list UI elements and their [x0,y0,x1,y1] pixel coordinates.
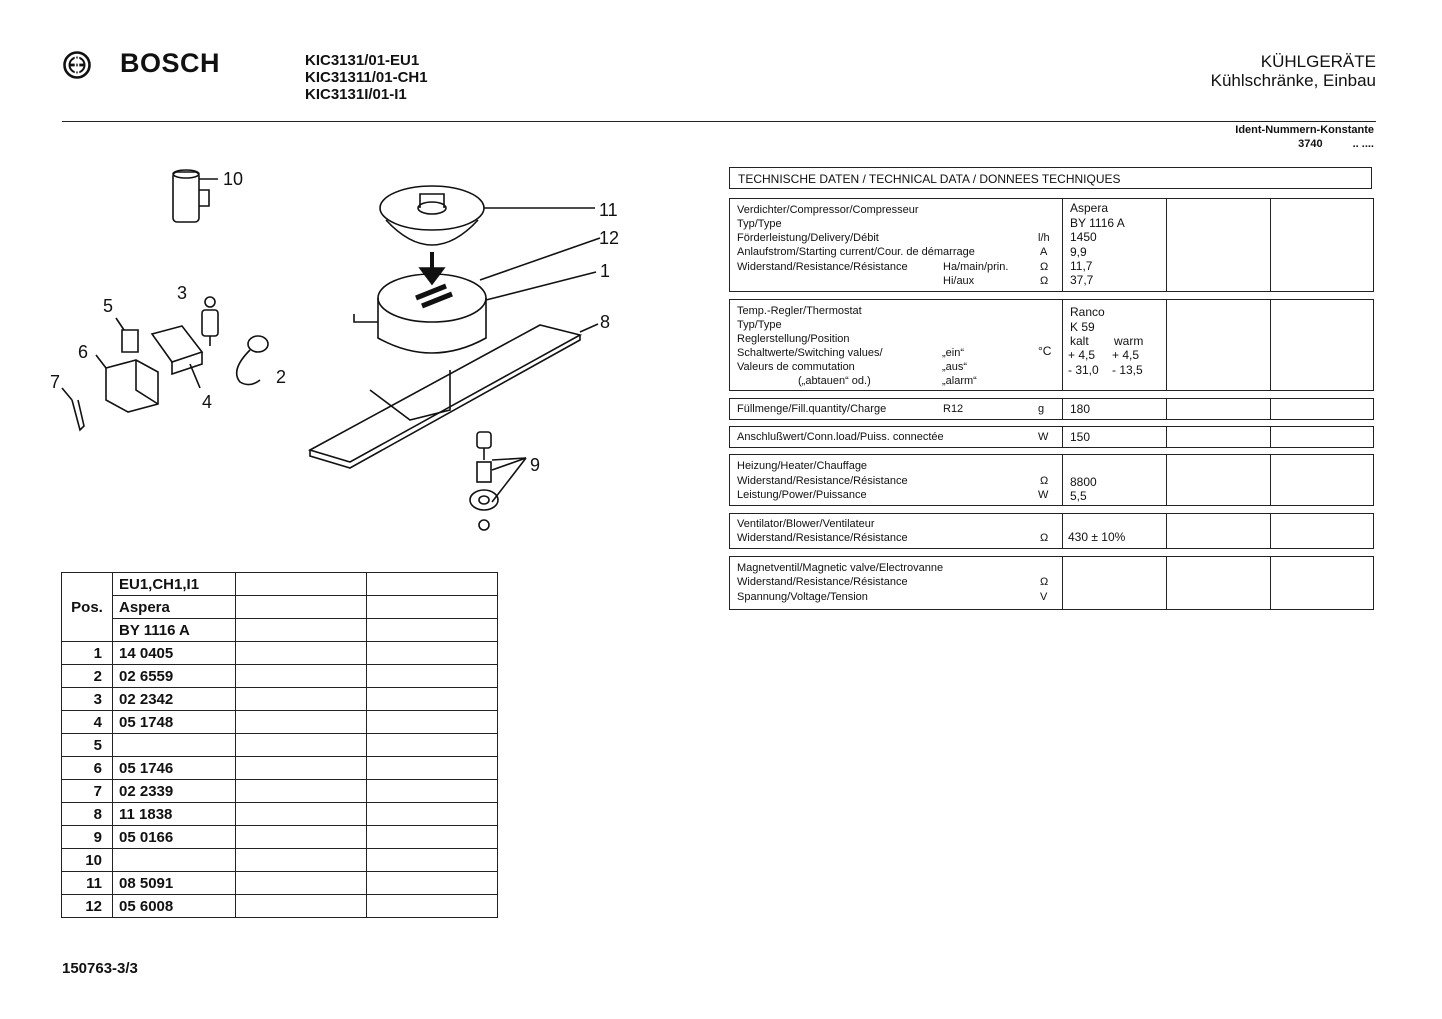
empty-cell [236,849,367,872]
empty-cell [367,803,498,826]
ident-value-line [1235,137,1374,151]
empty-cell [367,573,498,596]
label-line: Widerstand/Resistance/Résistance [737,532,908,544]
unit: Ω [1040,275,1049,287]
type-header: BY 1116 A [113,619,236,642]
empty-column [1166,427,1271,447]
table-row [62,895,498,918]
parts-header-row [62,573,498,596]
row-pos: 1 [62,642,113,665]
empty-cell [236,596,367,619]
grommet-part-icon [470,432,526,530]
row-pos: 8 [62,803,113,826]
callout-1: 1 [600,261,611,281]
start-relay-part-icon [152,326,202,388]
callout-6: 6 [78,342,89,362]
label-line: Schaltwerte/Switching values/ [737,347,883,359]
category-heading [1211,52,1376,90]
value: BY 1116 A [1070,216,1125,230]
row-pos: 10 [62,849,113,872]
empty-column [1166,399,1271,419]
state-label: „aus“ [942,361,968,373]
parts-header-row [62,619,498,642]
table-row [62,849,498,872]
base-rail-part-icon [310,324,598,468]
relay-cover-part-icon [96,355,158,412]
callout-5: 5 [103,296,114,316]
callout-8: 8 [600,312,611,332]
sub-label: Hi/aux [943,275,975,287]
refrigerant: R12 [943,403,964,415]
value: Ranco [1070,305,1105,319]
document-code: 150763-3/3 [62,960,138,977]
label-line: Spannung/Voltage/Tension [737,591,868,603]
label-line: Typ/Type [737,319,782,331]
empty-cell [367,711,498,734]
unit: Ω [1040,576,1049,588]
empty-cell [367,872,498,895]
empty-cell [236,895,367,918]
callout-9: 9 [530,455,541,475]
drip-tray-part-icon [380,186,595,245]
diagram-callouts [50,169,619,475]
empty-cell [236,803,367,826]
charge-label-cell [730,399,1063,419]
row-part-number: 05 1748 [113,711,236,734]
label-line: Magnetventil/Magnetic valve/Electrovanne [737,562,944,574]
value: + 4,5 [1112,348,1140,362]
ident-suffix: .. .... [1352,138,1374,150]
unit: A [1040,246,1048,258]
connload-block [729,426,1374,448]
table-row [62,711,498,734]
table-row [62,688,498,711]
value: 11,7 [1070,259,1093,273]
label-line: Verdichter/Compressor/Compresseur [737,204,919,216]
empty-cell [236,711,367,734]
value: 180 [1070,402,1091,416]
label-line: Anlaufstrom/Starting current/Cour. de démarrage [737,246,975,258]
value: kalt [1070,334,1089,348]
tech-data-title: TECHNISCHE DATEN / TECHNICAL DATA / DONNEES TECHNIQUES [729,167,1372,189]
empty-cell [236,573,367,596]
table-row [62,803,498,826]
empty-cell [367,757,498,780]
unit: Ω [1040,532,1049,544]
row-part-number: 14 0405 [113,642,236,665]
unit: V [1040,591,1048,603]
model-list [305,52,428,103]
row-part-number: 02 2342 [113,688,236,711]
terminal-cover-part-icon [237,336,268,385]
label-line: Heizung/Heater/Chauffage [737,460,868,472]
capacitor-part-icon [173,170,218,222]
empty-column [1062,557,1167,609]
thermostat-block [729,299,1374,391]
value: warm [1114,334,1144,348]
value: 5,5 [1070,489,1087,503]
row-part-number: 05 6008 [113,895,236,918]
charge-value-cell [1062,399,1167,419]
empty-cell [236,642,367,665]
value: 8800 [1070,475,1097,489]
empty-cell [236,734,367,757]
valve-label-cell [730,557,1063,609]
empty-column [1166,199,1271,291]
model-line: KIC31311/01-CH1 [305,69,428,86]
label-line: Widerstand/Resistance/Résistance [737,475,908,487]
category-subtitle: Kühlschränke, Einbau [1210,71,1376,90]
model-line: KIC3131I/01-I1 [305,86,407,103]
ident-label: Ident-Nummern-Konstante [1235,124,1374,136]
sub-label: Ha/main/prin. [943,261,1009,273]
empty-column [1166,455,1271,505]
empty-cell [367,895,498,918]
label-line: Füllmenge/Fill.quantity/Charge [737,403,887,415]
empty-cell [367,849,498,872]
spring-clip-part-icon [62,388,84,430]
blower-value-cell [1062,514,1167,548]
row-part-number [113,849,236,872]
callout-7: 7 [50,372,61,392]
table-row [62,665,498,688]
row-part-number [113,734,236,757]
ident-number-block [1235,123,1374,151]
callout-10: 10 [223,169,244,189]
value: 1450 [1070,230,1097,244]
label-line: Temp.-Regler/Thermostat [737,305,862,317]
table-row [62,826,498,849]
table-row [62,734,498,757]
empty-cell [367,619,498,642]
unit: Ω [1040,261,1049,273]
value: + 4,5 [1068,348,1096,362]
label-line: Typ/Type [737,218,782,230]
value: 150 [1070,430,1091,444]
empty-cell [236,665,367,688]
row-pos: 2 [62,665,113,688]
callout-12: 12 [599,228,620,248]
heater-block [729,454,1374,506]
row-pos: 9 [62,826,113,849]
callout-2: 2 [276,367,287,387]
empty-cell [367,734,498,757]
compressor-labels [730,199,1063,291]
compressor-values [1062,199,1167,291]
empty-cell [236,826,367,849]
row-pos: 12 [62,895,113,918]
row-pos: 4 [62,711,113,734]
compressor-block [729,198,1374,292]
parts-header-row [62,596,498,619]
heater-value-cell [1062,455,1167,505]
value: 430 ± 10% [1068,530,1126,544]
connload-label-cell [730,427,1063,447]
value: 37,7 [1070,273,1094,287]
ident-value: 3740 [1298,138,1323,150]
blower-label-cell [730,514,1063,548]
header-divider [62,121,1376,122]
state-label: „alarm“ [942,375,977,387]
empty-column [1166,514,1271,548]
row-pos: 11 [62,872,113,895]
empty-cell [236,688,367,711]
label-line: Förderleistung/Delivery/Débit [737,232,879,244]
callout-3: 3 [177,283,188,303]
value: - 31,0 [1068,363,1099,377]
parts-table [61,572,498,918]
valve-block [729,556,1374,610]
unit: Ω [1040,475,1049,487]
empty-cell [236,872,367,895]
empty-cell [236,757,367,780]
row-pos: 5 [62,734,113,757]
empty-cell [236,780,367,803]
table-row [62,642,498,665]
row-pos: 3 [62,688,113,711]
row-part-number: 05 0166 [113,826,236,849]
compressor-part-icon [354,272,596,353]
bosch-logo-icon [62,50,92,80]
thermostat-labels [730,300,1063,390]
brand-name: BOSCH [120,48,221,78]
empty-column [1166,300,1271,390]
unit: g [1038,403,1045,415]
model-line: KIC3131/01-EU1 [305,52,420,69]
clip-part-icon [116,318,138,352]
label-line: Widerstand/Resistance/Résistance [737,261,908,273]
label-line: Valeurs de commutation [737,361,855,373]
label-line: Leistung/Power/Puissance [737,489,867,501]
callout-4: 4 [202,392,213,412]
table-row [62,872,498,895]
overload-relay-part-icon [202,297,218,346]
label-line: Widerstand/Resistance/Résistance [737,576,908,588]
exploded-parts-diagram [40,150,640,550]
pos-header: Pos. [62,573,113,642]
row-pos: 7 [62,780,113,803]
row-part-number: 08 5091 [113,872,236,895]
value: K 59 [1070,320,1095,334]
unit: W [1038,489,1049,501]
charge-block [729,398,1374,420]
row-part-number: 05 1746 [113,757,236,780]
unit: °C [1038,344,1052,358]
empty-cell [367,826,498,849]
state-label: „ein“ [942,347,965,359]
empty-cell [367,596,498,619]
empty-cell [367,665,498,688]
table-row [62,780,498,803]
row-pos: 6 [62,757,113,780]
blower-block [729,513,1374,549]
value: Aspera [1070,201,1109,215]
empty-cell [367,642,498,665]
callout-11: 11 [599,200,618,220]
row-part-number: 11 1838 [113,803,236,826]
table-row [62,757,498,780]
label-line: Ventilator/Blower/Ventilateur [737,518,875,530]
empty-cell [367,688,498,711]
variant-header: EU1,CH1,I1 [113,573,236,596]
category-title: KÜHLGERÄTE [1260,52,1376,71]
unit: l/h [1038,232,1050,244]
connload-value-cell [1062,427,1167,447]
label-line: Anschlußwert/Conn.load/Puiss. connectée [737,431,944,443]
value: 9,9 [1070,245,1087,259]
label-line: Reglerstellung/Position [737,333,850,345]
row-part-number: 02 6559 [113,665,236,688]
empty-cell [236,619,367,642]
empty-cell [367,780,498,803]
maker-header: Aspera [113,596,236,619]
label-line: („abtauen“ od.) [798,375,871,387]
empty-column [1166,557,1271,609]
unit: W [1038,431,1049,443]
thermostat-values [1062,300,1167,390]
value: - 13,5 [1112,363,1143,377]
row-part-number: 02 2339 [113,780,236,803]
heater-label-cell [730,455,1063,505]
